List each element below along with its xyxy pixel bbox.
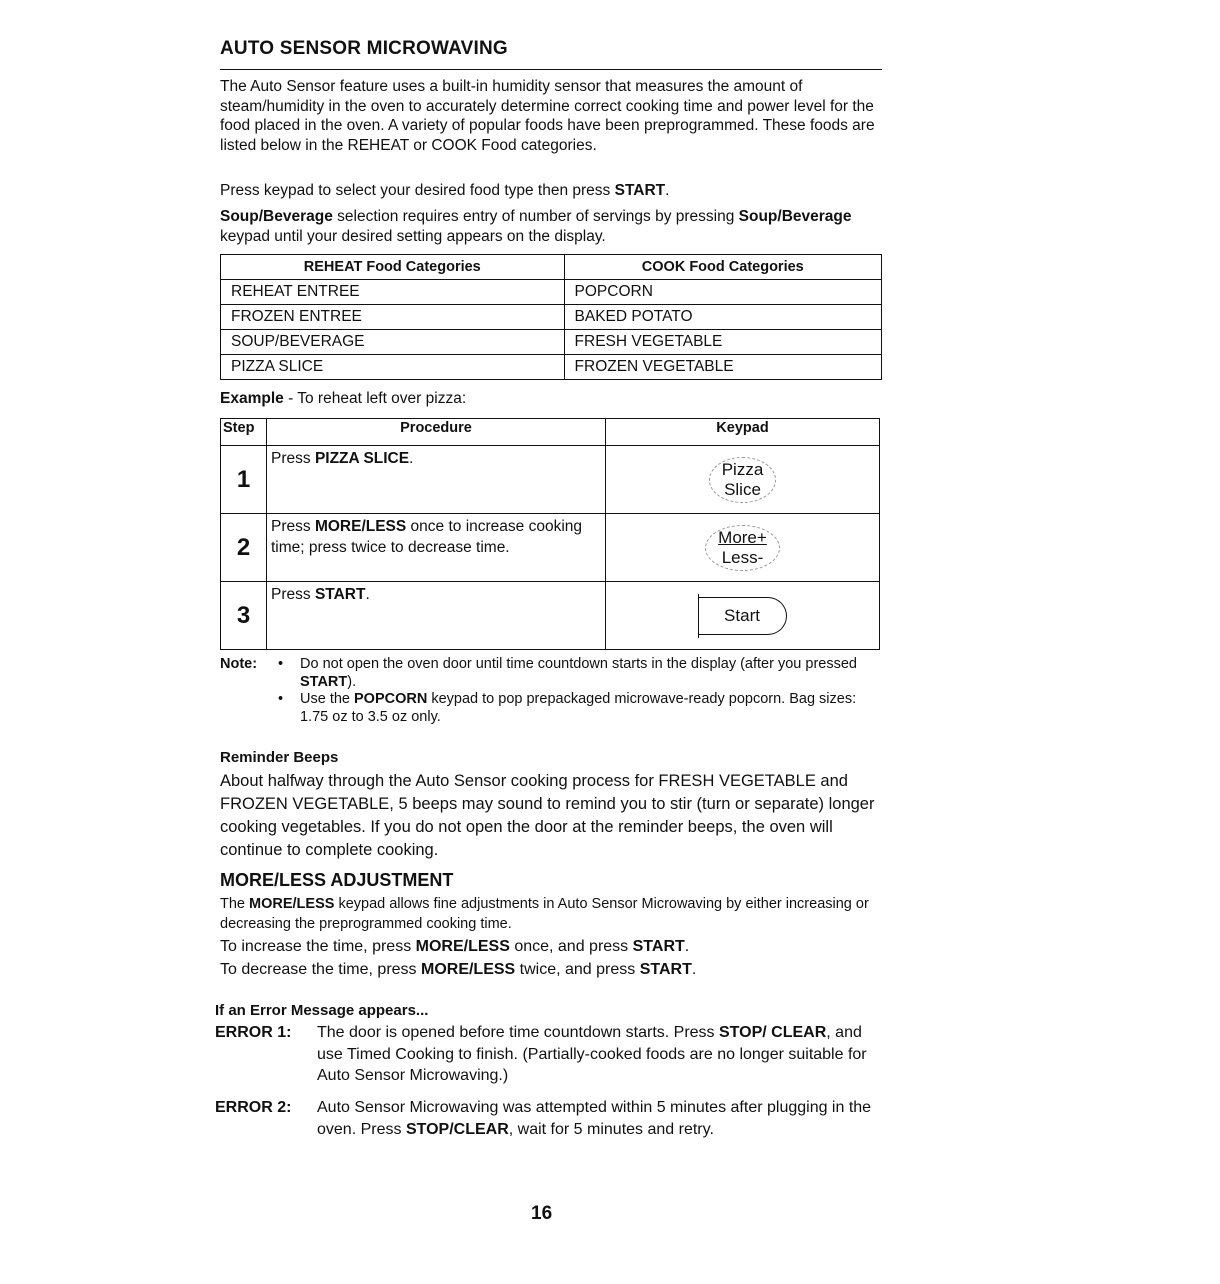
error-1-item: ERROR 1: The door is opened before time countdown starts. Press STOP/ CLEAR, and use Timed Cooking to finish. (Partially-cooked foods are no longer suitable for Auto Sensor Microwaving.) xyxy=(215,1024,867,1084)
reminder-heading: Reminder Beeps xyxy=(220,749,339,766)
page-title: AUTO SENSOR MICROWAVING xyxy=(220,38,508,59)
moreless-paragraph: The MORE/LESS keypad allows fine adjustments in Auto Sensor Microwaving by either increasing or decreasing the preprogrammed cooking time. xyxy=(220,896,869,932)
step-procedure: Press MORE/LESS once to increase cooking time; press twice to decrease time. xyxy=(267,514,606,582)
press-keypad-instruction: Press keypad to select your desired food type then press START. xyxy=(220,182,670,199)
table-row: FROZEN ENTREE BAKED POTATO xyxy=(221,305,882,330)
step-number: 3 xyxy=(221,582,267,650)
list-item: • Use the POPCORN keypad to pop prepackaged microwave-ready popcorn. Bag sizes: 1.75 oz to 3.5 oz only. xyxy=(278,691,878,726)
error-heading: If an Error Message appears... xyxy=(215,1002,429,1019)
keypad-header: Keypad xyxy=(606,419,880,446)
table-header-row xyxy=(221,419,880,446)
procedure-header: Procedure xyxy=(267,419,606,446)
page-number: 16 xyxy=(531,1203,553,1224)
more-less-key-icon: More+ Less- xyxy=(705,525,780,571)
reminder-text: About halfway through the Auto Sensor cooking process for FRESH VEGETABLE and FROZEN VEGETABLE, 5 beeps may sound to remind you to stir (turn or separate) longer cooking vegetables. If you do not open the door at the reminder beeps, the oven will continue to complete cooking. xyxy=(220,772,875,859)
step-header: Step xyxy=(221,419,267,446)
step-procedure: Press START. xyxy=(267,582,606,650)
error-2-item: ERROR 2: Auto Sensor Microwaving was attempted within 5 minutes after plugging in the oven. Press STOP/CLEAR, wait for 5 minutes and retry. xyxy=(215,1099,872,1138)
decrease-instruction: To decrease the time, press MORE/LESS twice, and press START. xyxy=(220,961,697,978)
table-row xyxy=(221,514,880,582)
example-label: Example - To reheat left over pizza: xyxy=(220,390,467,407)
keypad-cell xyxy=(606,514,880,582)
step-procedure: Press PIZZA SLICE. xyxy=(267,446,606,514)
reheat-header: REHEAT Food Categories xyxy=(221,255,565,280)
note-list xyxy=(278,656,878,726)
step-number: 1 xyxy=(221,446,267,514)
start-key-icon: Start xyxy=(698,597,787,635)
step-number: 2 xyxy=(221,514,267,582)
moreless-heading: MORE/LESS ADJUSTMENT xyxy=(220,870,454,890)
table-header-row xyxy=(221,255,882,280)
note-label: Note: xyxy=(220,656,258,672)
error-label: ERROR 1: xyxy=(215,1024,292,1041)
intro-paragraph: The Auto Sensor feature uses a built-in humidity sensor that measures the amount of steam/humidity in the oven to accurately determine correct cooking time and power level for the food placed in the oven. A variety of popular foods have been preprogrammed. These foods are listed below in the REHEAT or COOK Food categories. xyxy=(220,78,875,154)
increase-instruction: To increase the time, press MORE/LESS once, and press START. xyxy=(220,938,690,955)
keypad-cell xyxy=(606,582,880,650)
cook-header: COOK Food Categories xyxy=(564,255,881,280)
table-row xyxy=(221,446,880,514)
steps-table xyxy=(220,418,880,650)
title-rule xyxy=(220,69,882,70)
table-row: PIZZA SLICE FROZEN VEGETABLE xyxy=(221,355,882,380)
table-row: REHEAT ENTREE POPCORN xyxy=(221,280,882,305)
table-row: SOUP/BEVERAGE FRESH VEGETABLE xyxy=(221,330,882,355)
food-categories-table xyxy=(220,254,882,380)
pizza-slice-key-icon: Pizza Slice xyxy=(709,457,777,503)
table-row xyxy=(221,582,880,650)
soup-beverage-note: Soup/Beverage selection requires entry of number of servings by pressing Soup/Beverage keypad until your desired setting appears on the display. xyxy=(220,208,852,245)
error-label: ERROR 2: xyxy=(215,1099,292,1116)
list-item: • Do not open the oven door until time countdown starts in the display (after you pressed START). xyxy=(278,656,878,691)
keypad-cell xyxy=(606,446,880,514)
